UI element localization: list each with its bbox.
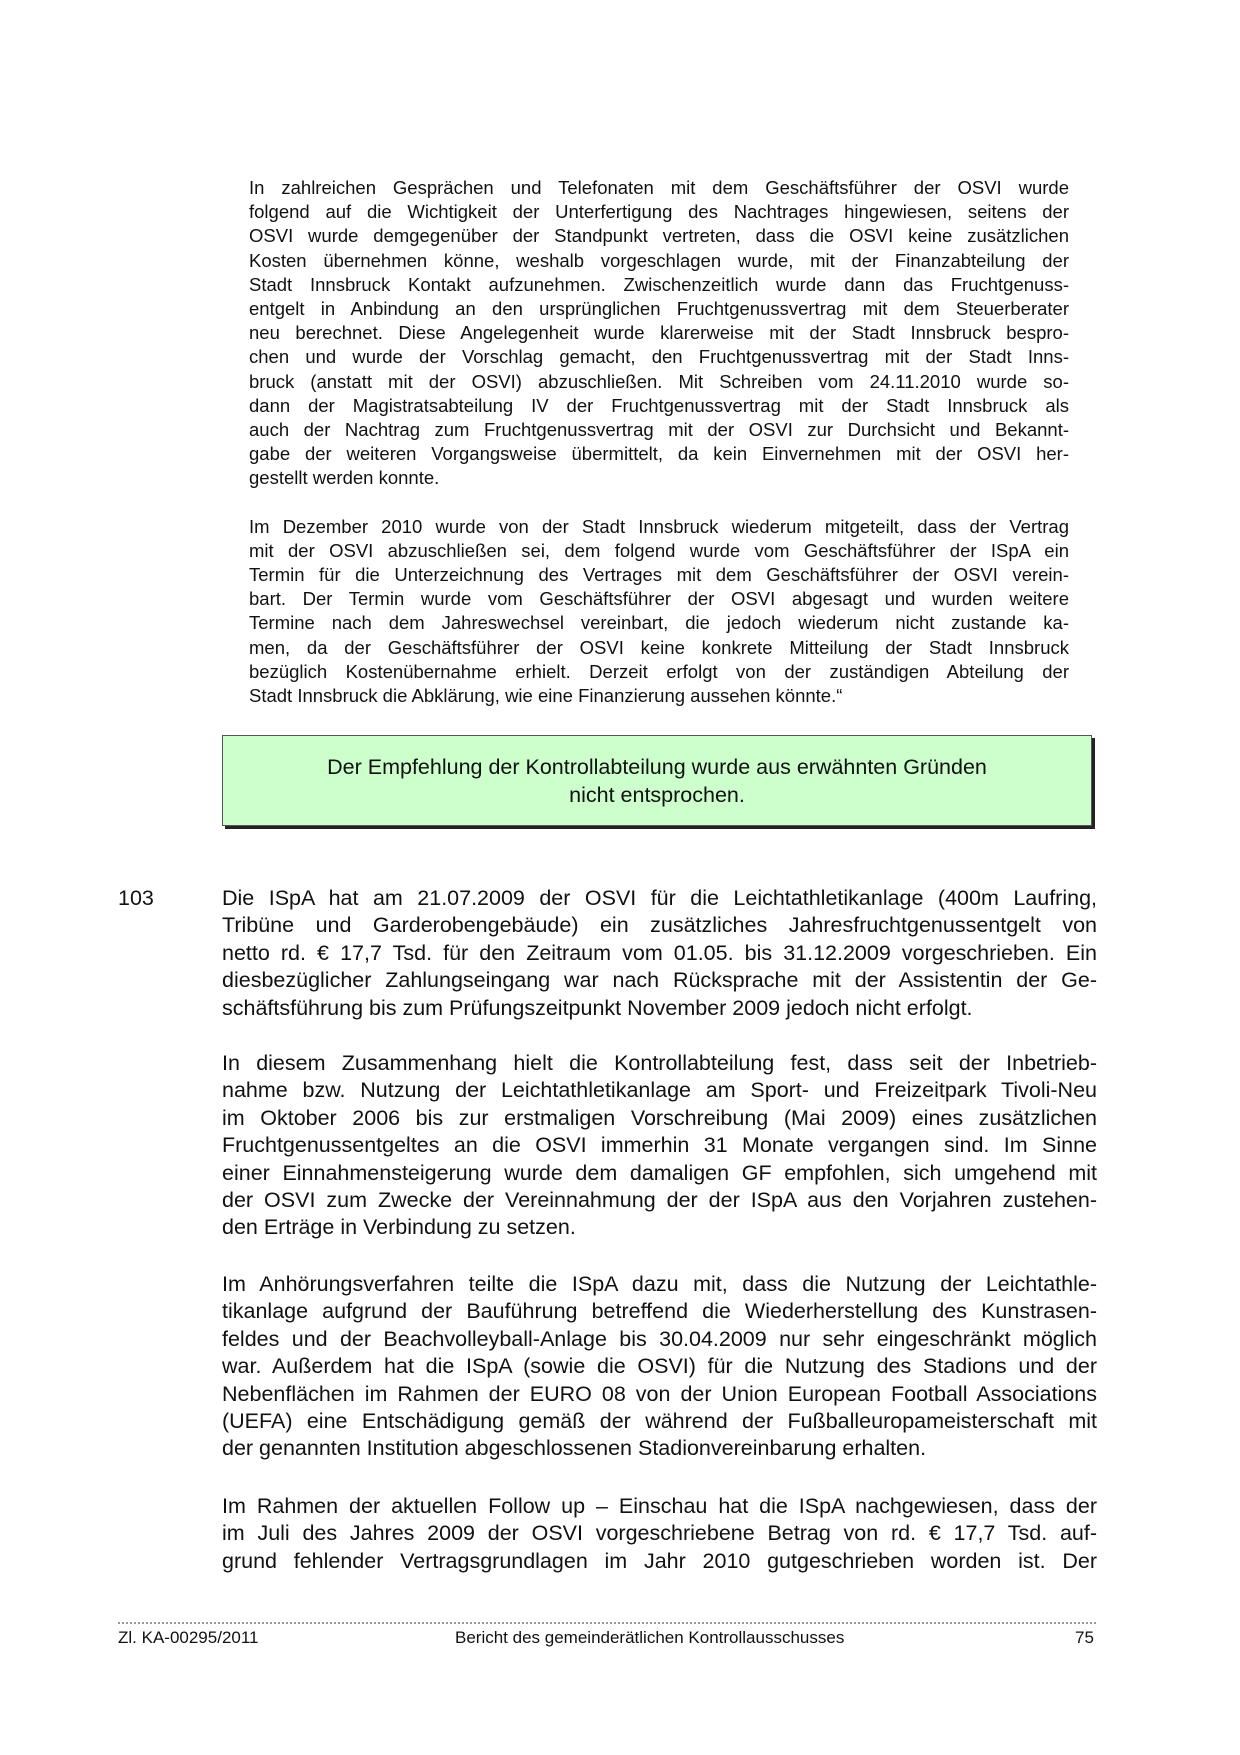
text-line: folgend auf die Wichtigkeit der Unterfertigung des Nachtrages hingewiesen, seitens der — [249, 201, 1069, 223]
text-line: Stadt Innsbruck die Abklärung, wie eine Finanzierung aussehen könnte.“ — [249, 685, 843, 707]
text-line: entgelt in Anbindung an den ursprünglichen Fruchtgenussvertrag mit dem Steuerberater — [249, 298, 1069, 320]
text-line: In diesem Zusammenhang hielt die Kontrollabteilung fest, dass seit der Inbetrieb- — [222, 1051, 1097, 1075]
recommendation-box — [222, 735, 1092, 826]
text-line: gabe der weiteren Vorgangsweise übermittelt, da kein Einvernehmen mit der OSVI her- — [249, 443, 1069, 465]
text-line: auch der Nachtrag zum Fruchtgenussvertrag mit der OSVI zur Durchsicht und Bekannt- — [249, 419, 1069, 441]
page-number: 75 — [1075, 1628, 1094, 1647]
text-line: der OSVI zum Zwecke der Vereinnahmung der der ISpA aus den Vorjahren zustehen- — [222, 1188, 1097, 1213]
text-line: OSVI wurde demgegenüber der Standpunkt vertreten, dass die OSVI keine zusätzlichen — [249, 225, 1069, 247]
text-line: Stadt Innsbruck Kontakt aufzunehmen. Zwischenzeitlich wurde dann das Fruchtgenuss- — [249, 273, 1069, 295]
quoted-statement — [249, 176, 1069, 708]
text-line: einer Einnahmensteigerung wurde dem damaligen GF empfohlen, sich umgehend mit — [222, 1160, 1097, 1185]
text-line: men, da der Geschäftsführer der OSVI keine konkrete Mitteilung der Stadt Innsbruck — [249, 636, 1069, 658]
text-line: der genannten Institution abgeschlossenen Stadionvereinbarung erhalten. — [222, 1436, 927, 1461]
text-line: Termin für die Unterzeichnung des Vertrages mit dem Geschäftsführer der OSVI verein- — [249, 564, 1069, 586]
text-line: Die ISpA hat am 21.07.2009 der OSVI für die Leichtathletikanlage (400m Laufring, — [222, 886, 1097, 910]
section-number: 103 — [118, 886, 154, 910]
recommendation-line: nicht entsprochen. — [569, 782, 745, 807]
body-paragraph — [222, 1493, 1097, 1575]
recommendation-line: Der Empfehlung der Kontrollabteilung wurde aus erwähnten Gründen — [327, 754, 987, 779]
footer-reference: Zl. KA-00295/2011 — [118, 1628, 259, 1647]
text-line: feldes und der Beachvolleyball-Anlage bis 30.04.2009 nur sehr eingeschränkt möglich — [222, 1326, 1097, 1351]
text-line: bruck (anstatt mit der OSVI) abzuschließen. Mit Schreiben vom 24.11.2010 wurde so- — [249, 370, 1069, 392]
text-line: im Oktober 2006 bis zur erstmaligen Vorschreibung (Mai 2009) eines zusätzlichen — [222, 1105, 1097, 1130]
text-line: chen und wurde der Vorschlag gemacht, den Fruchtgenussvertrag mit der Stadt Inns- — [249, 346, 1069, 368]
text-line: In zahlreichen Gesprächen und Telefonaten mit dem Geschäftsführer der OSVI wurde — [249, 177, 1069, 198]
text-line: Im Anhörungsverfahren teilte die ISpA dazu mit, dass die Nutzung der Leichtathle- — [222, 1272, 1097, 1296]
footer-divider — [118, 1622, 1096, 1624]
text-line: diesbezüglicher Zahlungseingang war nach Rücksprache mit der Assistentin der Ge- — [222, 968, 1097, 993]
body-paragraph — [222, 1050, 1097, 1242]
text-line: grund fehlender Vertragsgrundlagen im Jahr 2010 gutgeschrieben worden ist. Der — [222, 1548, 1097, 1573]
text-line: gestellt werden konnte. — [249, 467, 440, 489]
text-line: Fruchtgenussentgeltes an die OSVI immerhin 31 Monate vergangen sind. Im Sinne — [222, 1133, 1097, 1158]
text-line: Kosten übernehmen könne, weshalb vorgeschlagen wurde, mit der Finanzabteilung der — [249, 249, 1069, 271]
text-line: schäftsführung bis zum Prüfungszeitpunkt November 2009 jedoch nicht erfolgt. — [222, 995, 973, 1020]
text-line: mit der OSVI abzuschließen sei, dem folgend wurde vom Geschäftsführer der ISpA ein — [249, 539, 1069, 561]
text-line: Termine nach dem Jahreswechsel vereinbart, die jedoch wiederum nicht zustande ka- — [249, 612, 1069, 634]
text-line: bezüglich Kostenübernahme erhielt. Derzeit erfolgt von der zuständigen Abteilung der — [249, 660, 1069, 682]
text-line: tikanlage aufgrund der Bauführung betreffend die Wiederherstellung des Kunstrasen- — [222, 1299, 1097, 1324]
text-line: bart. Der Termin wurde vom Geschäftsführer der OSVI abgesagt und wurden weitere — [249, 588, 1069, 610]
text-line: Tribüne und Garderobengebäude) ein zusätzliches Jahresfruchtgenussentgelt von — [222, 913, 1097, 938]
text-line: dann der Magistratsabteilung IV der Fruchtgenussvertrag mit der Stadt Innsbruck als — [249, 394, 1069, 416]
quote-paragraph — [249, 176, 1069, 491]
text-line: war. Außerdem hat die ISpA (sowie die OSVI) für die Nutzung des Stadions und der — [222, 1354, 1097, 1379]
text-line: Im Rahmen der aktuellen Follow up – Einschau hat die ISpA nachgewiesen, dass der — [222, 1494, 1097, 1518]
footer-title: Bericht des gemeinderätlichen Kontrollausschusses — [455, 1628, 845, 1647]
text-line: nahme bzw. Nutzung der Leichtathletikanlage am Sport- und Freizeitpark Tivoli-Neu — [222, 1078, 1097, 1103]
body-paragraph — [222, 885, 1097, 1022]
quote-paragraph — [249, 515, 1069, 709]
body-paragraph — [222, 1271, 1097, 1463]
text-line: (UEFA) eine Entschädigung gemäß der während der Fußballeuropameisterschaft mit — [222, 1409, 1097, 1434]
text-line: im Juli des Jahres 2009 der OSVI vorgeschriebene Betrag von rd. € 17,7 Tsd. auf- — [222, 1521, 1097, 1546]
text-line: Im Dezember 2010 wurde von der Stadt Innsbruck wiederum mitgeteilt, dass der Vertrag — [249, 515, 1069, 537]
text-line: den Erträge in Verbindung zu setzen. — [222, 1215, 576, 1240]
text-line: Nebenflächen im Rahmen der EURO 08 von der Union European Football Associations — [222, 1381, 1097, 1406]
text-line: netto rd. € 17,7 Tsd. für den Zeitraum vom 01.05. bis 31.12.2009 vorgeschrieben. Ein — [222, 940, 1097, 965]
text-line: neu berechnet. Diese Angelegenheit wurde klarerweise mit der Stadt Innsbruck bespro- — [249, 322, 1069, 344]
